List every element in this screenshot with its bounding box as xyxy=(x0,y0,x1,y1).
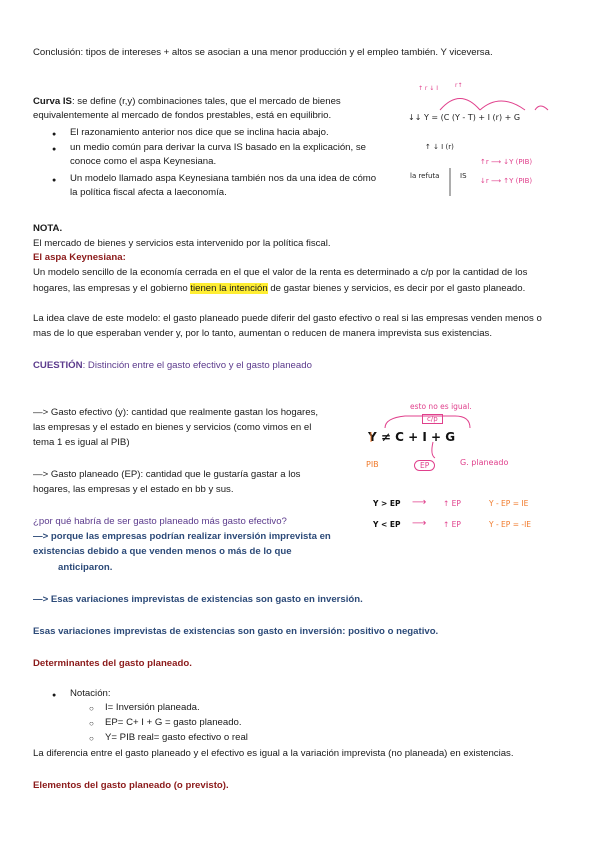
top-brace xyxy=(385,416,470,428)
variaciones-1: —> Esas variaciones imprevistas de existencias son gasto en inversión. xyxy=(33,594,363,605)
curve-arrow-3 xyxy=(535,106,548,110)
hw-up-line: ↑r ⟶ ↓Y (PIB) xyxy=(480,158,533,166)
gasto-efectivo-1: —> Gasto efectivo (y): cantidad que realmente gastan los hogares, xyxy=(33,407,319,418)
hw-row2-arrow: ⟶ xyxy=(412,518,427,529)
hw-top-left: ↑ r ↓ I xyxy=(418,85,439,92)
hw-cp: c/p xyxy=(422,414,443,424)
hw-row2-left: Y < EP xyxy=(373,520,401,529)
curva-is-text-1: : se define (r,y) combinaciones tales, que el mercado de bienes xyxy=(71,96,341,107)
notacion-label: ● Notación: xyxy=(70,687,111,701)
cuestion-label: CUESTIÓN xyxy=(33,360,83,371)
is-bullet-2: ● un medio común para derivar la curva IS basado en la explicación, se xyxy=(70,141,366,155)
hw-row2-right: Y - EP = -IE xyxy=(489,520,532,529)
notacion-item-1: ○ I= Inversión planeada. xyxy=(105,701,200,715)
hw-row2-mid: ↑ EP xyxy=(443,520,461,529)
conclusion-text: Conclusión: tipos de intereses + altos se asocian a una menor producción y el empleo también. Y viceversa. xyxy=(33,47,493,58)
pregunta-a2: existencias debido a que venden menos o más de lo que xyxy=(33,546,292,557)
curva-is-text-2: equivalentemente al mercado de fondos prestables, está en equilibrio. xyxy=(33,110,332,121)
aspa-p1b xyxy=(33,282,525,296)
hw-row1-left: Y > EP xyxy=(373,499,401,508)
gasto-efectivo-3: tema 1 es igual al PIB) xyxy=(33,437,130,448)
hw-refuta: la refuta xyxy=(410,172,440,180)
curva-is-line-1 xyxy=(33,95,341,109)
hw-pib: PIB xyxy=(366,460,379,469)
hw-r-eq: ↑ ↓ I (r) xyxy=(425,143,454,151)
pregunta-q: ¿por qué habría de ser gasto planeado más gasto efectivo? xyxy=(33,516,287,527)
is-bullet-2-cont: conoce como el aspa Keynesiana. xyxy=(70,156,217,167)
cuestion-line xyxy=(33,359,312,373)
hw-eq1: ↓↓ Y = (C (Y - T) + I (r) + G xyxy=(408,113,521,122)
hw-is-label: IS xyxy=(460,172,467,180)
notacion-item-3: ○ Y= PIB real= gasto efectivo o real xyxy=(105,731,248,745)
nota-text: El mercado de bienes y servicios esta intervenido por la política fiscal. xyxy=(33,238,331,249)
gasto-planeado-2: hogares, las empresas y el estado en bb y sus. xyxy=(33,484,234,495)
curva-is-title: Curva IS xyxy=(33,96,72,107)
variaciones-2: Esas variaciones imprevistas de existencias son gasto en inversión: positivo o negativo. xyxy=(33,626,439,637)
aspa-p2b: mas de lo que esperaban vender y, por lo tanto, aumentan o reducen de manera imprevista sus existencias. xyxy=(33,328,492,339)
is-bullet-3-cont: la política fiscal afecta a laeconomía. xyxy=(70,187,227,198)
pregunta-a1: —> porque las empresas podrían realizar inversión imprevista en xyxy=(33,531,331,542)
hw-row1-right: Y - EP = IE xyxy=(489,499,529,508)
gasto-efectivo-2: las empresas y el estado en bienes y servicios (como vimos en el xyxy=(33,422,312,433)
cuestion-text: : Distinción entre el gasto efectivo y el gasto planeado xyxy=(82,360,312,371)
is-bullet-1: ● El razonamiento anterior nos dice que se inclina hacia abajo. xyxy=(70,126,329,140)
curve-arrow-1 xyxy=(440,99,480,111)
notacion-item-2: ○ EP= C+ I + G = gasto planeado. xyxy=(105,716,242,730)
elementos-title: Elementos del gasto planeado (o previsto). xyxy=(33,780,229,791)
hw-row1-mid: ↑ EP xyxy=(443,499,461,508)
pregunta-a3: anticiparon. xyxy=(58,562,113,573)
curve-arrow-2 xyxy=(480,101,525,110)
aspa-highlight: tienen la intención xyxy=(190,283,268,294)
hw-down-line: ↓r ⟶ ↑Y (PIB) xyxy=(480,177,533,185)
determinantes-title: Determinantes del gasto planeado. xyxy=(33,658,192,669)
gasto-planeado-1: —> Gasto planeado (EP): cantidad que le gustaría gastar a los xyxy=(33,469,301,480)
aspa-p1a: Un modelo sencillo de la economía cerrada en el que el valor de la renta es determinado a c/p por la cantidad de los xyxy=(33,267,528,278)
aspa-title: El aspa Keynesiana: xyxy=(33,252,126,263)
hw-ep: EP xyxy=(414,460,435,471)
aspa-p1b-pre: hogares, las empresas y el gobierno xyxy=(33,283,191,294)
hw-g-planeado: G. planeado xyxy=(460,458,509,467)
aspa-p2a: La idea clave de este modelo: el gasto planeado puede diferir del gasto efectivo o real si las empresas venden menos o xyxy=(33,313,542,324)
hw-ineq: Y ≠ C + I + G xyxy=(368,430,456,444)
nota-title: NOTA. xyxy=(33,223,63,234)
hw-esto-no: esto no es igual. xyxy=(410,402,472,411)
hw-row1-arrow: ⟶ xyxy=(412,497,427,508)
diferencia-text: La diferencia entre el gasto planeado y el efectivo es igual a la variación imprevista (no planeada) en existencias. xyxy=(33,748,514,759)
is-bullet-3: ● Un modelo llamado aspa Keynesiana también nos da una idea de cómo xyxy=(70,172,376,186)
ep-brace xyxy=(432,442,435,458)
aspa-p1b-post: de gastar bienes y servicios, es decir por el gasto planeado. xyxy=(267,283,526,294)
hw-arrow-top: r↑ xyxy=(455,82,463,89)
